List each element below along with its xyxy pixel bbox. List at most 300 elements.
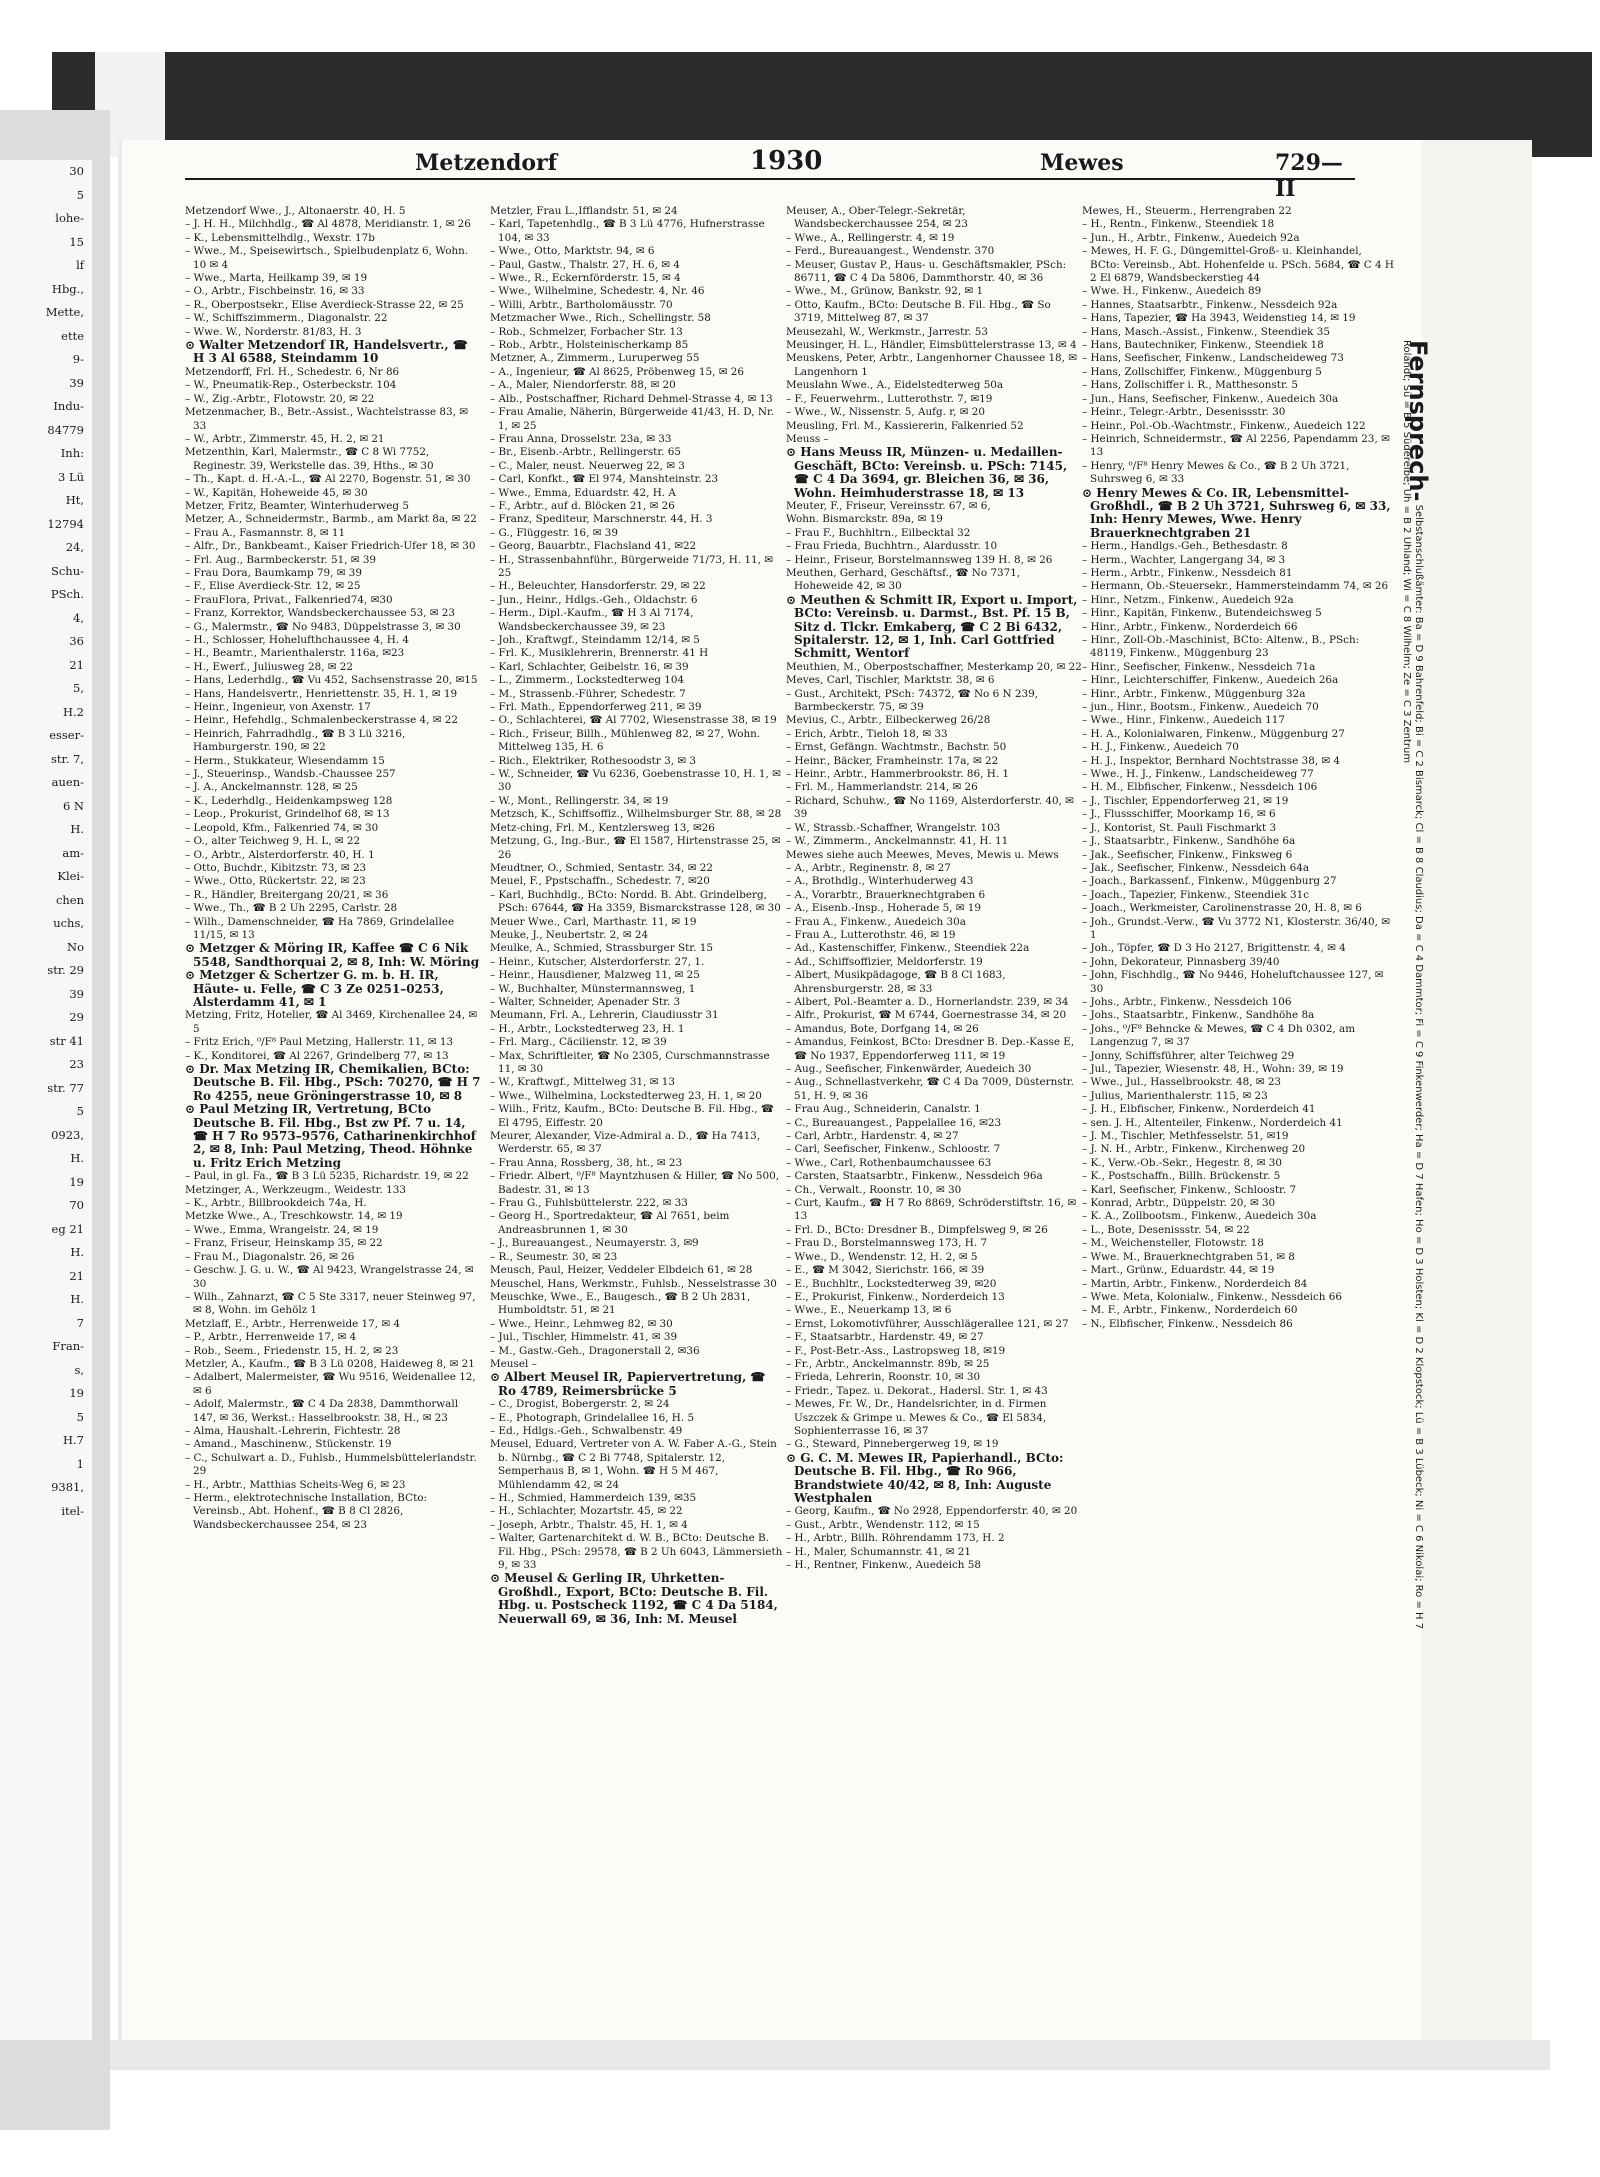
previous-page-fragment: 5 <box>76 187 84 202</box>
directory-entry: – Frau Amalie, Näherin, Bürgerweide 41/43, H. D, Nr. 1, ✉ 25 <box>490 406 775 432</box>
previous-page-fragment: am- <box>62 845 84 860</box>
directory-entry: Meuter, F., Friseur, Vereinsstr. 67, ✉ 6, <box>786 499 991 512</box>
directory-entry: – E., Buchhltr., Lockstedterweg 39, ✉20 <box>786 1277 997 1290</box>
directory-entry: – Adalbert, Malermeister, ☎ Wu 9516, Weidenallee 12, ✉ 6 <box>185 1371 476 1397</box>
directory-entry: – Wwe., Emma, Wrangelstr. 24, ✉ 19 <box>185 1223 379 1236</box>
directory-entry: – H., Beleuchter, Hansdorferstr. 29, ✉ 22 <box>490 580 706 593</box>
previous-page-fragment: ette <box>61 328 84 343</box>
directory-entry: – Heinr., Ingenieur, von Axenstr. 17 <box>185 701 371 714</box>
directory-entry: – C., Drogist, Bobergerstr. 2, ✉ 24 <box>490 1398 670 1411</box>
directory-entry: – Hinr., Seefischer, Finkenw., Nessdeich 71a <box>1082 660 1316 673</box>
directory-entry: – Herm., Arbtr., Finkenw., Nessdeich 81 <box>1082 566 1293 579</box>
directory-entry: – E., Photograph, Grindelallee 16, H. 5 <box>490 1411 695 1424</box>
directory-entry: – Joach., Werkmeister, Carolinenstrasse 20, H. 8, ✉ 6 <box>1082 902 1362 915</box>
directory-entry: – Karl, Seefischer, Finkenw., Schloostr. 7 <box>1082 1183 1297 1196</box>
previous-page-fragment: 12794 <box>47 516 84 531</box>
directory-entry: – Hans, Seefischer, Finkenw., Landscheideweg 73 <box>1082 352 1344 365</box>
directory-entry: – E., Prokurist, Finkenw., Norderdeich 13 <box>786 1290 1005 1303</box>
directory-entry: – Ed., Hdlgs.-Geh., Schwalbenstr. 49 <box>490 1424 683 1437</box>
directory-entry: – Joach., Tapezier, Finkenw., Steendiek 31c <box>1082 888 1310 901</box>
directory-entry: – H., Arbtr., Matthias Scheits-Weg 6, ✉ 23 <box>185 1478 406 1491</box>
directory-entry: Meuss – <box>786 432 829 445</box>
directory-entry: – J. A., Anckelmannstr. 128, ✉ 25 <box>185 781 358 794</box>
directory-entry: Metzing, Fritz, Hotelier, ☎ Al 3469, Kirchenallee 24, ✉ 5 <box>185 1009 478 1035</box>
directory-entry: – Carsten, Staatsarbtr., Finkenw., Nessdeich 96a <box>786 1170 1043 1183</box>
directory-entry: – Ch., Verwalt., Roonstr. 10, ✉ 30 <box>786 1183 962 1196</box>
directory-entry: – Ferd., Bureauangest., Wendenstr. 370 <box>786 245 995 258</box>
directory-entry: – Hermann, Ob.-Steuersekr., Hammersteindamm 74, ✉ 26 <box>1082 580 1389 593</box>
directory-column-2 <box>490 205 786 2035</box>
directory-entry: Meusel – <box>490 1357 537 1370</box>
directory-entry: – Herm., Stukkateur, Wiesendamm 15 <box>185 754 385 767</box>
directory-entry: ⊙ Henry Mewes & Co. IR, Lebensmittel-Großhdl., ☎ B 2 Uh 3721, Suhrsweg 6, ✉ 33, Inh: Henry Mewes, Wwe. Henry Brauerknechtgraben 21 <box>1082 485 1391 540</box>
directory-entry: – Gust., Arbtr., Wendenstr. 112, ✉ 15 <box>786 1518 980 1531</box>
directory-entry: – Frau Frieda, Buchhtrn., Alardusstr. 10 <box>786 540 998 553</box>
directory-entry: – Alma, Haushalt.-Lehrerin, Fichtestr. 28 <box>185 1424 401 1437</box>
directory-entry: – Aug., Schnellastverkehr, ☎ C 4 Da 7009, Düsternstr. 51, H. 9, ✉ 36 <box>786 1076 1074 1102</box>
directory-entry: Metzler, Frau L.,Ifflandstr. 51, ✉ 24 <box>490 205 678 217</box>
directory-entry: – F., Post-Betr.-Ass., Lastropsweg 18, ✉19 <box>786 1344 1006 1357</box>
directory-entry: – Wwe., Carl, Rothenbaumchaussee 63 <box>786 1156 992 1169</box>
previous-page-fragment: 19 <box>69 1174 84 1189</box>
directory-entry: – W., Kapitän, Hoheweide 45, ✉ 30 <box>185 486 368 499</box>
directory-entry: – Herm., Wachter, Langergang 34, ✉ 3 <box>1082 553 1286 566</box>
directory-entry: – Rich., Elektriker, Rothesoodstr 3, ✉ 3 <box>490 754 696 767</box>
previous-page-fragment: 30 <box>69 164 84 178</box>
directory-entry: – A., Ingenieur, ☎ Al 8625, Pröbenweg 15, ✉ 26 <box>490 365 744 378</box>
directory-entry: – Frau Anna, Rossberg, 38, ht., ✉ 23 <box>490 1156 683 1169</box>
directory-entry: Metzke Wwe., A., Treschkowstr. 14, ✉ 19 <box>185 1210 403 1223</box>
directory-entry: – Otto, Kaufm., BCto: Deutsche B. Fil. Hbg., ☎ So 3719, Mittelweg 87, ✉ 37 <box>786 298 1051 325</box>
directory-entry: Meurer, Alexander, Vize-Admiral a. D., ☎ Ha 7413, Werderstr. 65, ✉ 37 <box>490 1130 761 1156</box>
directory-entry: – Frl. K., Musiklehrerin, Brennerstr. 41 H <box>490 647 709 660</box>
directory-entry: – N., Elbfischer, Finkenw., Nessdeich 86 <box>1082 1317 1293 1330</box>
directory-entry: – Georg, Kaufm., ☎ No 2928, Eppendorferstr. 40, ✉ 20 <box>786 1505 1078 1518</box>
directory-entry: – Frau G., Fuhlsbüttelerstr. 222, ✉ 33 <box>490 1197 688 1210</box>
previous-page-fragment: itel- <box>61 1503 84 1518</box>
directory-entry: – Alfr., Dr., Bankbeamt., Kaiser Friedrich-Ufer 18, ✉ 30 <box>185 540 476 553</box>
directory-entry: ⊙ Albert Meusel IR, Papiervertretung, ☎ Ro 4789, Reimersbrücke 5 <box>490 1370 766 1398</box>
directory-entry: – Jul., Tischler, Himmelstr. 41, ✉ 39 <box>490 1331 678 1344</box>
directory-entry: – Erich, Arbtr., Tieloh 18, ✉ 33 <box>786 727 948 740</box>
directory-entry: – H., Strassenbahnführ., Bürgerweide 71/73, H. 11, ✉ 25 <box>490 553 773 579</box>
directory-entry: – Otto, Buchdr., Kibitzstr. 73, ✉ 23 <box>185 861 367 874</box>
directory-entry: – Heinr., Hausdiener, Malzweg 11, ✉ 25 <box>490 969 700 982</box>
previous-page-fragment: 4, <box>73 610 84 625</box>
directory-entry: – Br., Eisenb.-Arbtr., Rellingerstr. 65 <box>490 446 682 459</box>
previous-page-fragment: 5 <box>76 1104 84 1118</box>
directory-entry: – Heinr., Arbtr., Hammerbrookstr. 86, H. 1 <box>786 768 1010 781</box>
directory-entry: – Rob., Seem., Friedenstr. 15, H. 2, ✉ 23 <box>185 1344 399 1357</box>
directory-entry: – Carl, Seefischer, Finkenw., Schloostr. 7 <box>786 1143 1001 1156</box>
directory-entry: – Joh., Kraftwgf., Steindamm 12/14, ✉ 5 <box>490 634 700 646</box>
previous-page-fragment: 9381, <box>51 1480 84 1494</box>
directory-entry: – Hinr., Netzm., Finkenw., Auedeich 92a <box>1082 593 1294 606</box>
directory-entry: – W., Arbtr., Zimmerstr. 45, H. 2, ✉ 21 <box>185 432 385 445</box>
directory-entry: – Wwe. H., Finkenw., Auedeich 89 <box>1082 285 1262 298</box>
directory-entry: Meulke, A., Schmied, Strassburger Str. 15 <box>490 942 713 955</box>
directory-entry: – Jun., Heinr., Hdlgs.-Geh., Oldachstr. 6 <box>490 593 698 606</box>
previous-page-fragment: Fran- <box>52 1339 84 1353</box>
directory-entry: – G., Malermstr., ☎ No 9483, Düppelstrasse 3, ✉ 30 <box>185 620 461 633</box>
directory-entry: – Wwe. Meta, Kolonialw., Finkenw., Nessdeich 66 <box>1082 1290 1343 1303</box>
directory-entry: – K., Arbtr., Billbrookdeich 74a, H. <box>185 1197 367 1210</box>
directory-entry: – Ad., Schiffsoffizier, Meldorferstr. 19 <box>786 955 983 968</box>
previous-page-fragment: 24, <box>65 540 84 554</box>
directory-entry: – W., Strassb.-Schaffner, Wrangelstr. 103 <box>786 821 1001 834</box>
directory-entry: Metzendorf Wwe., J., Altonaerstr. 40, H. 5 <box>185 205 406 217</box>
directory-entry: – F., Feuerwehrm., Lutterothstr. 7, ✉19 <box>786 392 993 405</box>
directory-entry: Metzmacher Wwe., Rich., Schellingstr. 58 <box>490 312 711 325</box>
directory-entry: Metzler, A., Kaufm., ☎ B 3 Lü 0208, Haideweg 8, ✉ 21 <box>185 1357 475 1370</box>
directory-entry: – L., Zimmerm., Lockstedterweg 104 <box>490 674 685 687</box>
directory-entry: Metzer, A., Schneidermstr., Barmb., am Markt 8a, ✉ 22 <box>185 513 477 526</box>
exchange-key-text: Selbstanschlußämter: Ba = D 9 Bahrenfeld; Bi = C 2 Bismarck; Cl = B 8 Claudius; Da = C 4 Dammtor; Fi = C 9 Finkenwerder; Ha = D 7 Hafen; Ho = D 3 Holsten; Kl = D 2 Klopstock; Lü = B 3 Lübeck; Ni = C 6 Nikolai; Ro = H 7 Rolandt; Sü = B 5 Süderelbe; Uh = B 2 Uhland; Wi = C 8 Wilhelm; Ze = C 3 Zentrum <box>1401 340 1424 1630</box>
directory-entry: Metzsch, K., Schiffsoffiz., Wilhelmsburger Str. 88, ✉ 28 <box>490 808 782 821</box>
directory-entry: – Herm., Dipl.-Kaufm., ☎ H 3 Al 7174, Wandsbeckerchaussee 39, ✉ 23 <box>490 607 694 633</box>
previous-page-fragment: str. 7, <box>50 751 84 766</box>
directory-entry: – R., Seumestr. 30, ✉ 23 <box>490 1250 618 1263</box>
previous-page-fragment: H. <box>70 1151 84 1165</box>
directory-entry: – Wwe., Otto, Marktstr. 94, ✉ 6 <box>490 245 655 258</box>
directory-entry: – Wwe. W., Norderstr. 81/83, H. 3 <box>185 325 362 338</box>
directory-entry: Meusel, Eduard, Vertreter von A. W. Faber A.-G., Stein b. Nürnbg., ☎ C 2 Bi 7748, Spitalerstr. 12, Semperhaus B, ✉ 1, Wohn. ☎ H 5 M 467, Mühlendamm 42, ✉ 24 <box>490 1438 777 1491</box>
directory-entry: – Friedr. Albert, ⁰/F⁸ Mayntzhusen & Hiller, ☎ No 500, Badestr. 31, ✉ 13 <box>490 1170 780 1196</box>
directory-entry: – E., ☎ M 3042, Sierichstr. 166, ✉ 39 <box>786 1264 985 1277</box>
telephone-exchange-key <box>1378 340 1432 1640</box>
directory-entry: Meuthien, M., Oberpostschaffner, Mesterkamp 20, ✉ 22 <box>786 660 1082 673</box>
directory-entry: – Fr., Arbtr., Anckelmannstr. 89b, ✉ 25 <box>786 1357 990 1370</box>
directory-entry: – H., Arbtr., Lockstedterweg 23, H. 1 <box>490 1022 685 1035</box>
directory-entry: – Frau A., Fasmannstr. 8, ✉ 11 <box>185 526 346 539</box>
directory-entry: – K., Konditorei, ☎ Al 2267, Grindelberg 77, ✉ 13 <box>185 1049 449 1062</box>
directory-entry: – Frau M., Diagonalstr. 26, ✉ 26 <box>185 1250 355 1263</box>
directory-entry: – K. A., Zollbootsm., Finkenw., Auedeich 30a <box>1082 1210 1317 1223</box>
previous-page-fragment: Indu- <box>53 399 84 413</box>
directory-entry: – W., Kraftwgf., Mittelweg 31, ✉ 13 <box>490 1076 675 1089</box>
directory-entry: – Georg H., Sportredakteur, ☎ Al 7651, beim Andreasbrunnen 1, ✉ 30 <box>490 1210 730 1236</box>
directory-entry: – H., Ewerf., Juliusweg 28, ✉ 22 <box>185 660 354 673</box>
previous-page-fragment: 21 <box>69 657 84 672</box>
directory-entry: Meuer Wwe., Carl, Marthastr. 11, ✉ 19 <box>490 915 697 928</box>
directory-entry: – Wwe., M., Grünow, Bankstr. 92, ✉ 1 <box>786 285 984 298</box>
previous-page-fragment: chen <box>55 892 84 907</box>
directory-entry: – Hans, Zollschiffer, Finkenw., Müggenburg 5 <box>1082 365 1322 378</box>
directory-entry: – Wwe., Heinr., Lehmweg 82, ✉ 30 <box>490 1317 673 1330</box>
directory-entry: – W., Schneider, ☎ Vu 6236, Goebenstrasse 10, H. 1, ✉ 30 <box>490 768 781 794</box>
directory-entry: – C., Maler, neust. Neuerweg 22, ✉ 3 <box>490 459 685 472</box>
previous-page-fragment: 70 <box>69 1198 84 1212</box>
directory-entry: – Georg, Bauarbtr., Flachsland 41, ✉22 <box>490 540 697 553</box>
directory-entry: – Franz, Korrektor, Wandsbeckerchaussee 53, ✉ 23 <box>185 607 456 620</box>
directory-entry: – F., Arbtr., auf d. Blöcken 21, ✉ 26 <box>490 499 675 512</box>
directory-entry: – Adolf, Malermstr., ☎ C 4 Da 2838, Dammthorwall 147, ✉ 36, Werkst.: Hasselbrookstr. 38, H., ✉ 23 <box>185 1398 459 1424</box>
directory-entry: – Frau D., Borstelmannsweg 173, H. 7 <box>786 1237 988 1250</box>
directory-entry: – W., Zig.-Arbtr., Flotowstr. 20, ✉ 22 <box>185 392 375 405</box>
directory-entry: – Paul, in gl. Fa., ☎ B 3 Lü 5235, Richardstr. 19, ✉ 22 <box>185 1170 469 1183</box>
directory-entry: – John, Fischhdlg., ☎ No 9446, Hoheluftchaussee 127, ✉ 30 <box>1082 969 1384 995</box>
directory-entry: – M., Weichensteller, Flotowstr. 18 <box>1082 1237 1264 1250</box>
previous-page-fragment: H. <box>70 1292 84 1306</box>
directory-entry: Meuthen, Gerhard, Geschäftsf., ☎ No 7371, Hoheweide 42, ✉ 30 <box>786 566 1021 593</box>
directory-entry: Meumann, Frl. A., Lehrerin, Claudiusstr 31 <box>490 1009 719 1022</box>
directory-entry: – Hans, Bautechniker, Finkenw., Steendiek 18 <box>1082 339 1324 352</box>
directory-entry: – Jak., Seefischer, Finkenw., Finksweg 6 <box>1082 848 1293 861</box>
directory-entry: – Franz, Spediteur, Marschnerstr. 44, H. 3 <box>490 513 713 526</box>
directory-entry: Meusling, Frl. M., Kassiererin, Falkenried 52 <box>786 419 1024 432</box>
directory-entry: – Fritz Erich, ⁰/F⁸ Paul Metzing, Hallerstr. 11, ✉ 13 <box>185 1036 454 1049</box>
previous-page-fragment: Klei- <box>57 869 84 883</box>
directory-entry: – H. J., Inspektor, Bernhard Nochtstrasse 38, ✉ 4 <box>1082 754 1341 767</box>
directory-entry: – Joach., Barkassenf., Finkenw., Müggenburg 27 <box>1082 875 1337 888</box>
directory-entry: – Frau Aug., Schneiderin, Canalstr. 1 <box>786 1103 981 1116</box>
directory-entry: – Johs., Arbtr., Finkenw., Nessdeich 106 <box>1082 995 1292 1008</box>
directory-entry: – Karl, Tapetenhdlg., ☎ B 3 Lü 4776, Hufnerstrasse 104, ✉ 33 <box>490 218 765 244</box>
directory-entry: – Heinr., Hefehdlg., Schmalenbeckerstrasse 4, ✉ 22 <box>185 714 458 727</box>
directory-entry: Meuskens, Peter, Arbtr., Langenhorner Chaussee 18, ✉ Langenhorn 1 <box>786 352 1077 378</box>
previous-page-fragment: esser- <box>49 728 84 742</box>
previous-page-fragment: H. <box>70 822 84 836</box>
directory-entry: – Wilh., Damenschneider, ☎ Ha 7869, Grindelallee 11/15, ✉ 13 <box>185 915 455 941</box>
directory-entry: – Carl, Arbtr., Hardenstr. 4, ✉ 27 <box>786 1130 959 1143</box>
directory-entry: – Amand., Maschinenw., Stückenstr. 19 <box>185 1438 392 1451</box>
directory-entry: – Frl. Marg., Cäcilienstr. 12, ✉ 39 <box>490 1036 667 1049</box>
directory-entry: – Hans, Tapezier, ☎ Ha 3943, Weidenstieg 14, ✉ 19 <box>1082 312 1356 325</box>
directory-entry: ⊙ Meuthen & Schmitt IR, Export u. Import, BCto: Vereinsb. u. Darmst., Bst. Pf. 15 B, Sitz d. Tlckr. Emkaberg, ☎ C 2 Bi 6432, Spitalerstr. 12, ✉ 1, Inh. Carl Gottfried Schmitt, Wentorf <box>786 592 1078 661</box>
directory-entry: – Walter, Gartenarchitekt d. W. B., BCto: Deutsche B. Fil. Hbg., PSch: 29578, ☎ B 2 Uh 6043, Lämmersieth 9, ✉ 33 <box>490 1532 783 1572</box>
directory-entry: – Curt, Kaufm., ☎ H 7 Ro 8869, Schröderstiftstr. 16, ✉ 13 <box>786 1197 1077 1223</box>
directory-entry: – Frl. Math., Eppendorferweg 211, ✉ 39 <box>490 701 702 714</box>
directory-entry: – Heinrich, Schneidermstr., ☎ Al 2256, Papendamm 23, ✉ 13 <box>1082 432 1390 459</box>
page-bottom-shadow <box>110 2040 1550 2070</box>
directory-entry: – J., Steuerinsp., Wandsb.-Chaussee 257 <box>185 768 396 781</box>
previous-page-fragment: eg 21 <box>51 1221 84 1236</box>
directory-entry: – H. M., Elbfischer, Finkenw., Nessdeich 106 <box>1082 781 1318 794</box>
directory-entry: Metzner, A., Zimmerm., Luruperweg 55 <box>490 352 700 365</box>
directory-entry: – Walter, Schneider, Apenader Str. 3 <box>490 995 681 1008</box>
directory-entry: – H., Schlosser, Hohelufthchaussee 4, H. 4 <box>185 634 409 646</box>
directory-entry: – O., Arbtr., Fischbeinstr. 16, ✉ 33 <box>185 285 365 298</box>
previous-page-edge <box>0 160 92 2040</box>
directory-entry: ⊙ G. C. M. Mewes IR, Papierhandl., BCto: Deutsche B. Fil. Hbg., ☎ Ro 966, Brandstwiete 40/42, ✉ 8, Inh: Auguste Westphalen <box>786 1450 1064 1505</box>
directory-entry: Meudtner, O., Schmied, Sentastr. 34, ✉ 22 <box>490 861 713 874</box>
directory-entry: Meuke, J., Neubertstr. 2, ✉ 24 <box>490 928 649 941</box>
directory-entry: Metzung, G., Ing.-Bur., ☎ El 1587, Hirtenstrasse 25, ✉ 26 <box>490 835 781 861</box>
previous-page-fragment: No <box>67 939 84 954</box>
header-last-name: Mewes <box>1040 150 1124 176</box>
directory-entry: – Heinr., Pol.-Ob.-Wachtmstr., Finkenw., Auedeich 122 <box>1082 419 1366 432</box>
directory-column-1 <box>185 205 481 2035</box>
directory-entry: – F., Staatsarbtr., Hardenstr. 49, ✉ 27 <box>786 1331 984 1344</box>
previous-page-fragment: 15 <box>69 234 84 249</box>
directory-entry: – K., Lederhdlg., Heidenkampsweg 128 <box>185 794 393 807</box>
directory-entry: – P., Arbtr., Herrenweide 17, ✉ 4 <box>185 1331 357 1344</box>
directory-entry: Meusinger, H. L., Händler, Eimsbüttelerstrasse 13, ✉ 4 <box>786 339 1077 352</box>
directory-entry: – Wwe., W., Nissenstr. 5, Aufg. r, ✉ 20 <box>786 406 985 419</box>
previous-page-fragment: 3 Lü <box>57 469 84 484</box>
directory-entry: – O., Schlachterei, ☎ Al 7702, Wiesenstrasse 38, ✉ 19 <box>490 714 777 727</box>
previous-page-fragment: 29 <box>69 1010 84 1024</box>
directory-entry: Mevius, C., Arbtr., Eilbeckerweg 26/28 <box>786 714 991 727</box>
directory-entry: – J. N. H., Arbtr., Finkenw., Kirchenweg 20 <box>1082 1143 1306 1156</box>
directory-entry: Meuschke, Wwe., E., Baugesch., ☎ B 2 Uh 2831, Humboldtstr. 51, ✉ 21 <box>490 1290 751 1317</box>
directory-entry: – Mewes, Fr. W., Dr., Handelsrichter, in d. Firmen Uszczek & Grimpe u. Mewes & Co., ☎ El 5834, Sophienterrasse 16, ✉ 37 <box>786 1398 1047 1437</box>
directory-entry: – K., Lebensmittelhdlg., Wexstr. 17b <box>185 231 375 244</box>
directory-entry: – Mart., Grünw., Eduardstr. 44, ✉ 19 <box>1082 1264 1275 1277</box>
directory-entry: – Ad., Kastenschiffer, Finkenw., Steendiek 22a <box>786 942 1030 955</box>
previous-page-fragment: s, <box>74 1362 84 1377</box>
directory-entry: – Wwe., Hinr., Finkenw., Auedeich 117 <box>1082 714 1285 727</box>
directory-entry: – Wwe., R., Eckernförderstr. 15, ✉ 4 <box>490 272 681 285</box>
directory-entry: – Frau A., Lutterothstr. 46, ✉ 19 <box>786 928 956 941</box>
directory-entry: – J., Staatsarbtr., Finkenw., Sandhöhe 6a <box>1082 835 1296 848</box>
directory-entry: – FrauFlora, Privat., Falkenried74, ✉30 <box>185 593 393 606</box>
directory-entry: – H., Rentner, Finkenw., Auedeich 58 <box>786 1559 982 1572</box>
directory-entry: – Frau F., Buchhltrn., Eilbecktal 32 <box>786 526 971 539</box>
directory-entry: ⊙ Dr. Max Metzing IR, Chemikalien, BCto: Deutsche B. Fil. Hbg., PSch: 70270, ☎ H 7 Ro 4255, neue Gröningerstrasse 10, ✉ 8 <box>185 1062 481 1103</box>
previous-page-fragment: 1 <box>76 1456 84 1471</box>
directory-entry: Meuslahn Wwe., A., Eidelstedterweg 50a <box>786 379 1004 392</box>
previous-page-fragment: H.2 <box>62 704 84 719</box>
directory-entry: – Jun., H., Arbtr., Finkenw., Auedeich 92a <box>1082 231 1300 244</box>
directory-entry: Metzendorff, Frl. H., Schedestr. 6, Nr 86 <box>185 365 400 378</box>
directory-entry: – J., Kontorist, St. Pauli Fischmarkt 3 <box>1082 821 1277 834</box>
directory-entry: – Joh., Grundst.-Verw., ☎ Vu 3772 N1, Klosterstr. 36/40, ✉ 1 <box>1082 915 1390 941</box>
directory-entry: – Friedr., Tapez. u. Dekorat., Hadersl. Str. 1, ✉ 43 <box>786 1384 1048 1397</box>
directory-entry: ⊙ Paul Metzing IR, Vertretung, BCto Deutsche B. Fil. Hbg., Bst zw Pf. 7 u. 14, ☎ H 7 Ro 9573–9576, Catharinenkirchhof 2, ✉ 8, Inh: Paul Metzing, Theod. Höhnke u. Fritz Erich Metzing <box>185 1102 476 1170</box>
directory-entry: Meusezahl, W., Werkmstr., Jarrestr. 53 <box>786 325 988 338</box>
directory-entry: – C., Bureauangest., Pappelallee 16, ✉23 <box>786 1116 1002 1129</box>
directory-entry: – Geschw. J. G. u. W., ☎ Al 9423, Wrangelstrasse 24, ✉ 30 <box>185 1264 474 1290</box>
directory-entry: – Amandus, Bote, Dorfgang 14, ✉ 26 <box>786 1022 979 1035</box>
previous-page-fragment: 9- <box>72 352 84 366</box>
directory-entry: – Hinr., Arbtr., Finkenw., Müggenburg 32a <box>1082 687 1306 700</box>
directory-entry: – Konrad, Arbtr., Düppelstr. 20, ✉ 30 <box>1082 1197 1276 1210</box>
directory-entry: – Richard, Schuhw., ☎ No 1169, Alsterdorferstr. 40, ✉ 39 <box>786 794 1074 821</box>
directory-entry: – Jonny, Schiffsführer, alter Teichweg 29 <box>1082 1049 1295 1062</box>
directory-entry: Metz-ching, Frl. M., Kentzlersweg 13, ✉26 <box>490 821 715 834</box>
directory-entry: – Heinr., Friseur, Borstelmannsweg 139 H. 8, ✉ 26 <box>786 553 1053 566</box>
directory-entry: – Mewes, H. F. G., Düngemittel-Groß- u. Kleinhandel, BCto: Vereinsb., Abt. Hohenfelde u. PSch. 5684, ☎ C 4 H 2 El 6879, Wandsbeckerstieg 44 <box>1082 245 1394 285</box>
directory-entry: – Jul., Tapezier, Wiesenstr. 48, H., Wohn: 39, ✉ 19 <box>1082 1063 1344 1075</box>
directory-entry: Metzenmacher, B., Betr.-Assist., Wachtelstrasse 83, ✉ 33 <box>185 406 468 432</box>
previous-page-fragment: PSch. <box>50 587 84 601</box>
directory-entry: – H. J., Finkenw., Auedeich 70 <box>1082 741 1239 754</box>
directory-entry: Meuser, A., Ober-Telegr.-Sekretär, Wandsbeckerchaussee 254, ✉ 23 <box>786 205 969 231</box>
directory-entry: – Wwe., A., Rellingerstr. 4, ✉ 19 <box>786 231 955 244</box>
directory-entry: – Th., Kapt. d. H.-A.-L., ☎ Al 2270, Bogenstr. 51, ✉ 30 <box>185 473 471 486</box>
previous-page-fragment: 23 <box>69 1057 84 1071</box>
directory-entry: – Hinr., Kapitän, Finkenw., Butendeichsweg 5 <box>1082 607 1322 620</box>
directory-entry: – Amandus, Feinkost, BCto: Dresdner B. Dep.-Kasse E, ☎ No 1937, Eppendorferweg 111, ✉ 19 <box>786 1036 1075 1062</box>
directory-entry: – Rob., Schmelzer, Forbacher Str. 13 <box>490 325 683 338</box>
directory-entry: ⊙ Hans Meuss IR, Münzen- u. Medaillen-Geschäft, BCto: Vereinsb. u. PSch: 7145, ☎ C 4 Da 3694, gr. Bleichen 36, ✉ 36, Wohn. Heimhuderstrasse 18, ✉ 13 <box>786 445 1068 500</box>
directory-entry: ⊙ Walter Metzendorf IR, Handelsvertr., ☎ H 3 Al 6588, Steindamm 10 <box>185 338 468 366</box>
directory-entry: – Paul, Gastw., Thalstr. 27, H. 6, ✉ 4 <box>490 258 680 271</box>
directory-entry: – Julius, Marienthalerstr. 115, ✉ 23 <box>1082 1089 1268 1102</box>
directory-entry: – Hans, Lederhdlg., ☎ Vu 452, Sachsenstrasse 20, ✉15 <box>185 674 478 687</box>
directory-entry: – Wwe., H. J., Finkenw., Landscheideweg 77 <box>1082 768 1314 781</box>
directory-entry: – Hinr., Zoll-Ob.-Maschinist, BCto: Altenw., B., PSch: 48119, Finkenw., Müggenburg 23 <box>1082 634 1360 660</box>
directory-entry: – Wilh., Zahnarzt, ☎ C 5 Ste 3317, neuer Steinweg 97, ✉ 8, Wohn. im Gehölz 1 <box>185 1290 476 1317</box>
directory-entry: – M. F., Arbtr., Finkenw., Norderdeich 60 <box>1082 1304 1298 1317</box>
directory-entry: – Hinr., Leichterschiffer, Finkenw., Auedeich 26a <box>1082 674 1339 687</box>
previous-page-fragment: str 41 <box>49 1033 84 1048</box>
directory-column-3 <box>786 205 1082 2035</box>
directory-entry: – Karl, Schlachter, Geibelstr. 16, ✉ 39 <box>490 660 689 673</box>
directory-entry: Meuel, F., Ppstschaffn., Schedestr. 7, ✉20 <box>490 875 710 888</box>
directory-entry: – Max, Schriftleiter, ☎ No 2305, Curschmannstrasse 11, ✉ 30 <box>490 1049 770 1075</box>
directory-entry: – Heinrich, Fahrradhdlg., ☎ B 3 Lü 3216, Hamburgerstr. 190, ✉ 22 <box>185 727 406 754</box>
directory-entry: – Frau A., Finkenw., Auedeich 30a <box>786 915 966 928</box>
directory-entry: – Wwe., Emma, Eduardstr. 42, H. A <box>490 486 676 499</box>
directory-entry: – L., Bote, Desenissstr. 54, ✉ 22 <box>1082 1223 1250 1236</box>
directory-entry: – Johs., Staatsarbtr., Finkenw., Sandhöhe 8a <box>1082 1009 1315 1022</box>
directory-entry: – Jun., Hans, Seefischer, Finkenw., Auedeich 30a <box>1082 392 1339 405</box>
directory-entry: – H., Arbtr., Billh. Röhrendamm 173, H. 2 <box>786 1532 1005 1545</box>
directory-entry: Mewes, H., Steuerm., Herrengraben 22 <box>1082 205 1292 217</box>
directory-entry: – Frl. Aug., Barmbeckerstr. 51, ✉ 39 <box>185 553 377 566</box>
directory-entry: – Hans, Zollschiffer i. R., Matthesonstr. 5 <box>1082 379 1298 392</box>
directory-entry: – Hans, Handelsvertr., Henriettenstr. 35, H. 1, ✉ 19 <box>185 687 458 700</box>
directory-entry: – R., Händler, Breitergang 20/21, ✉ 36 <box>185 888 389 901</box>
directory-entry: – A., Vorarbtr., Brauerknechtgraben 6 <box>786 888 986 901</box>
directory-entry: – Karl, Buchhdlg., BCto: Nordd. B. Abt. Grindelberg, PSch: 67644, ☎ Ha 3359, Bismarckstrasse 128, ✉ 30 <box>490 888 781 915</box>
previous-page-fragment: str. 29 <box>47 963 84 977</box>
directory-entry: – A., Eisenb.-Insp., Hoherade 5, ✉ 19 <box>786 902 982 915</box>
previous-page-fragment: auen- <box>51 775 84 789</box>
directory-entry: Mewes siehe auch Meewes, Meves, Mewis u. Mews <box>786 848 1059 861</box>
directory-entry: – A., Maler, Niendorferstr. 88, ✉ 20 <box>490 379 676 392</box>
directory-entry: – Johs., ⁰/F⁸ Behncke & Mewes, ☎ C 4 Dh 0302, am Langenzug 7, ✉ 37 <box>1082 1022 1356 1049</box>
directory-entry: – H., Schmied, Hammerdeich 139, ✉35 <box>490 1492 697 1504</box>
previous-page-fragment: 39 <box>69 375 84 390</box>
directory-entry: – Leopold, Kfm., Falkenried 74, ✉ 30 <box>185 821 379 834</box>
directory-entry: – W., Mont., Rellingerstr. 34, ✉ 19 <box>490 794 669 807</box>
directory-entry: – Willi, Arbtr., Bartholomäusstr. 70 <box>490 298 673 311</box>
directory-entry: – A., Brothdlg., Winterhuderweg 43 <box>786 875 974 888</box>
directory-entry: – J. H., Elbfischer, Finkenw., Norderdeich 41 <box>1082 1103 1316 1116</box>
directory-entry: – W., Pneumatik-Rep., Osterbeckstr. 104 <box>185 379 397 392</box>
directory-entry: – H., Schlachter, Mozartstr. 45, ✉ 22 <box>490 1505 683 1518</box>
directory-entry: – W., Buchhalter, Münstermannsweg, 1 <box>490 982 696 995</box>
header-year: 1930 <box>750 146 823 176</box>
directory-entry: – M., Strassenb.-Führer, Schedestr. 7 <box>490 687 686 700</box>
directory-entry: – Wwe., D., Wendenstr. 12, H. 2, ✉ 5 <box>786 1250 978 1263</box>
directory-entry: – Martin, Arbtr., Finkenw., Norderdeich 84 <box>1082 1277 1308 1290</box>
previous-page-fragment: 39 <box>69 986 84 1001</box>
exchange-key-title: Fernsprech- <box>1404 340 1432 502</box>
previous-page-fragment: Hbg., <box>51 281 84 296</box>
directory-entry: – sen. J. H., Altenteiler, Finkenw., Norderdeich 41 <box>1082 1116 1343 1129</box>
previous-page-fragment: H.7 <box>62 1433 84 1447</box>
directory-entry: – Wwe., Otto, Rückertstr. 22, ✉ 23 <box>185 875 366 888</box>
previous-page-fragment: str. 77 <box>47 1080 84 1095</box>
directory-entry: – Rich., Friseur, Billh., Mühlenweg 82, ✉ 27, Wohn. Mittelweg 135, H. 6 <box>490 727 761 754</box>
directory-entry: – Wwe., M., Speisewirtsch., Spielbudenplatz 6, Wohn. 10 ✉ 4 <box>185 245 469 271</box>
directory-entry: ⊙ Meusel & Gerling IR, Uhrketten-Großhdl., Export, BCto: Deutsche B. Fil. Hbg. u. Postscheck 1192, ☎ C 4 Da 5184, Neuerwall 69, ✉ 36, Inh: M. Meusel <box>490 1571 778 1626</box>
previous-page-fragment: H. <box>70 1245 84 1259</box>
directory-entry: – Rob., Arbtr., Holsteinischerkamp 85 <box>490 339 689 352</box>
directory-entry: – J. M., Tischler, Methfesselstr. 51, ✉19 <box>1082 1130 1289 1143</box>
previous-page-fragment: 0923, <box>51 1127 84 1142</box>
directory-entry: – Frl. M., Hammerlandstr. 214, ✉ 26 <box>786 781 978 794</box>
directory-entry: – Wwe., Th., ☎ B 2 Uh 2295, Carlstr. 28 <box>185 902 398 915</box>
directory-column-4 <box>1082 205 1394 2035</box>
previous-page-fragment: uchs, <box>53 916 84 930</box>
directory-entry: – Frl. D., BCto: Dresdner B., Dimpfelsweg 9, ✉ 26 <box>786 1223 1048 1236</box>
directory-entry: – Jak., Seefischer, Finkenw., Nessdeich 64a <box>1082 861 1310 874</box>
